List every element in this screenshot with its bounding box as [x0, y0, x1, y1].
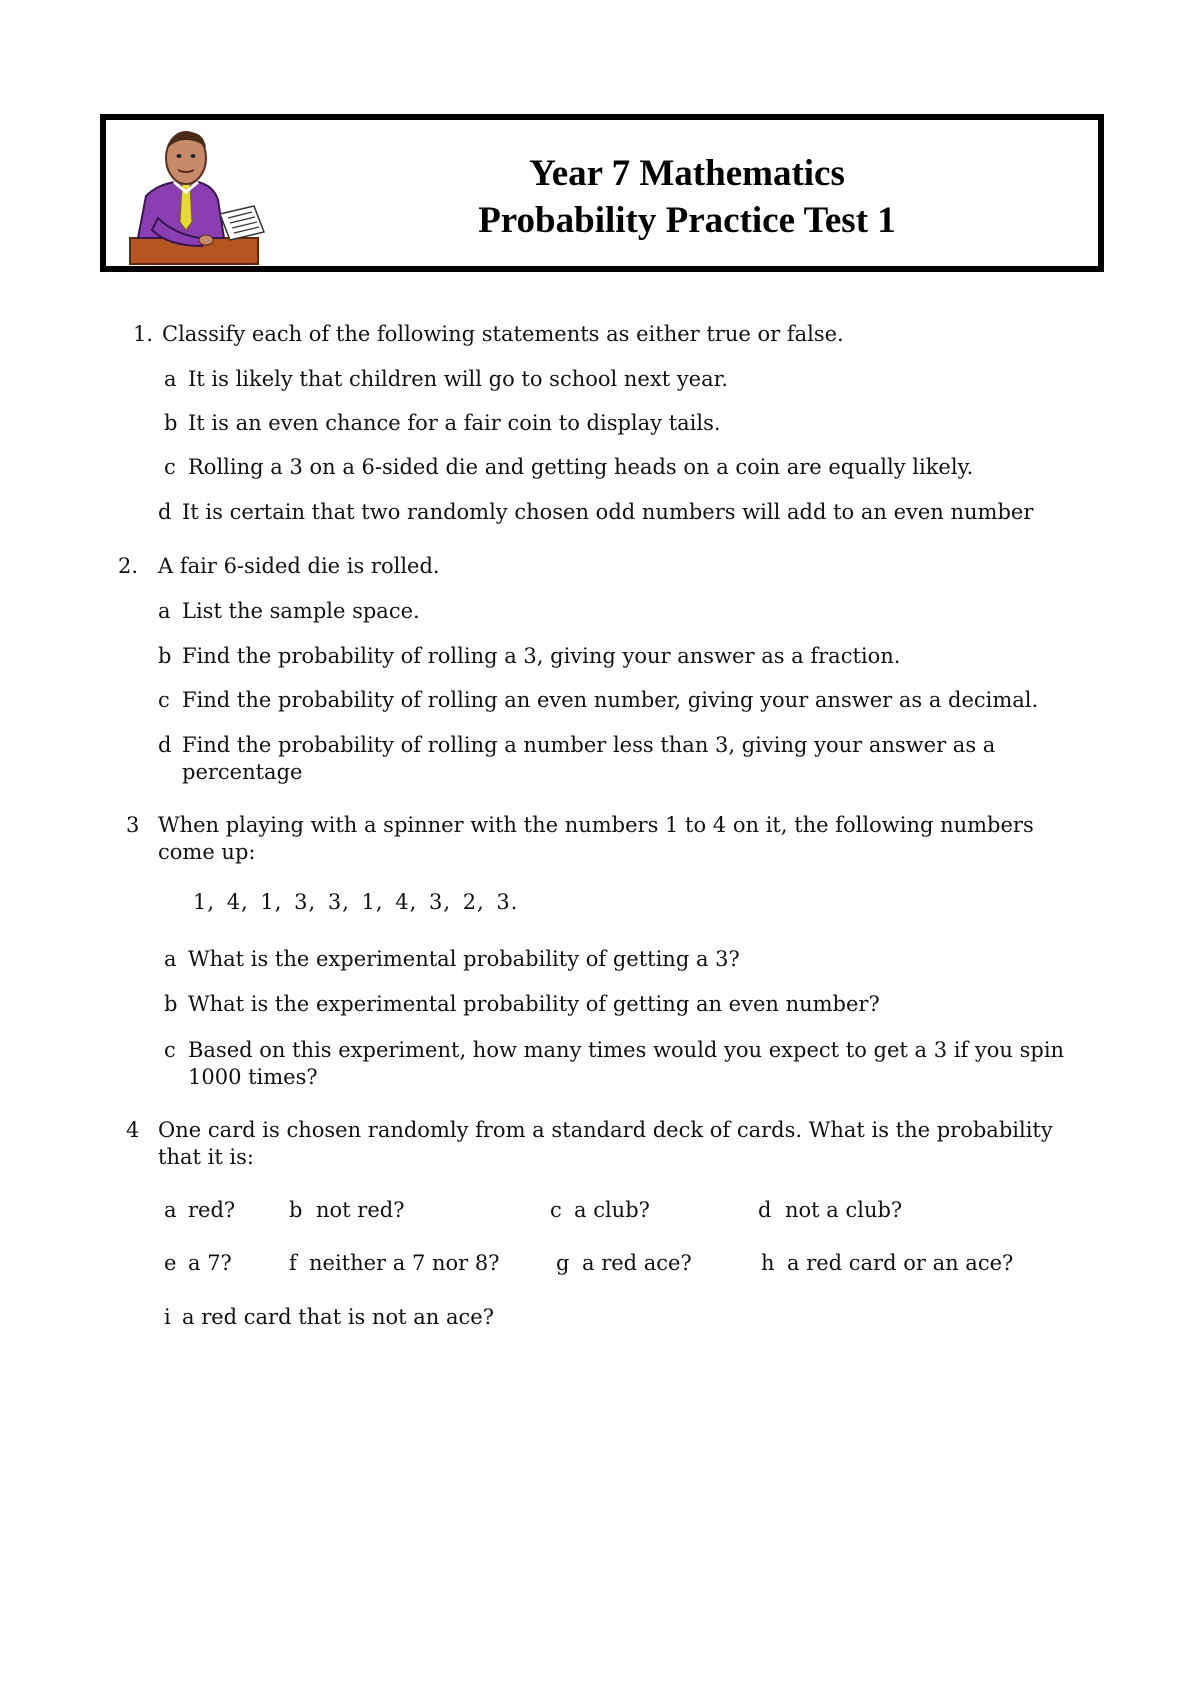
- part-text: not a club?: [785, 1198, 903, 1222]
- part-text: What is the experimental probability of getting a 3?: [188, 947, 740, 971]
- part-text: Find the probability of rolling a 3, giving your answer as a fraction.: [182, 644, 901, 668]
- part-text: It is certain that two randomly chosen odd numbers will add to an even number: [182, 500, 1034, 524]
- question-3-part-c: [164, 1037, 1084, 1091]
- part-label: b: [164, 992, 178, 1016]
- question-4-part-e: [164, 1250, 232, 1277]
- question-4-part-c: [550, 1197, 650, 1224]
- question-4-part-b: [289, 1197, 404, 1224]
- part-label: a: [164, 367, 177, 391]
- question-number: 2.: [118, 554, 139, 578]
- part-text: Find the probability of rolling an even number, giving your answer as a decimal.: [182, 688, 1039, 712]
- spinner-results: 1, 4, 1, 3, 3, 1, 4, 3, 2, 3.: [193, 890, 519, 914]
- part-label: d: [758, 1198, 772, 1222]
- part-label: b: [164, 411, 178, 435]
- part-label: b: [158, 644, 172, 668]
- part-text: a club?: [574, 1198, 650, 1222]
- question-3-part-b: [164, 991, 880, 1018]
- part-label: d: [158, 500, 172, 524]
- part-label: b: [289, 1198, 303, 1222]
- question-number: 1.: [133, 322, 154, 346]
- part-text: a 7?: [188, 1251, 232, 1275]
- part-text: It is an even chance for a fair coin to display tails.: [188, 411, 721, 435]
- part-text: red?: [188, 1198, 236, 1222]
- question-2-part-c: [158, 687, 1098, 714]
- question-4-part-i: [164, 1304, 494, 1331]
- part-label: e: [164, 1251, 177, 1275]
- part-text: a red card or an ace?: [787, 1251, 1014, 1275]
- question-1-part-a: [164, 366, 728, 393]
- part-label: g: [556, 1251, 570, 1275]
- title-line-2: Probability Practice Test 1: [478, 200, 896, 241]
- header-box: [100, 114, 1104, 272]
- part-label: c: [158, 688, 170, 712]
- part-label: f: [289, 1251, 297, 1275]
- question-2-part-b: [158, 643, 900, 670]
- page-title: [276, 150, 1098, 244]
- part-label: d: [158, 733, 172, 757]
- question-2-part-d: [158, 732, 1018, 786]
- part-text: It is likely that children will go to school next year.: [188, 367, 729, 391]
- part-text: Based on this experiment, how many times would you expect to get a 3 if you spin 1000 times?: [188, 1038, 1065, 1089]
- question-4-part-h: [761, 1250, 1013, 1277]
- part-label: a: [158, 599, 171, 623]
- question-4-part-d: [758, 1197, 902, 1224]
- question-2: [118, 553, 1078, 580]
- part-text: What is the experimental probability of getting an even number?: [188, 992, 880, 1016]
- part-label: a: [164, 947, 177, 971]
- question-number: 4: [126, 1118, 140, 1142]
- question-4-part-f: [289, 1250, 500, 1277]
- part-text: not red?: [316, 1198, 405, 1222]
- question-3: [126, 812, 1076, 866]
- part-text: Rolling a 3 on a 6-sided die and getting heads on a coin are equally likely.: [188, 455, 974, 479]
- part-label: a: [164, 1198, 177, 1222]
- part-text: Find the probability of rolling a number less than 3, giving your answer as a percentage: [182, 733, 996, 784]
- part-label: i: [164, 1305, 171, 1329]
- part-text: a red ace?: [582, 1251, 692, 1275]
- question-1: [133, 321, 1083, 348]
- part-label: c: [164, 455, 176, 479]
- question-number: 3: [126, 813, 140, 837]
- teacher-clipart-icon: [128, 126, 273, 266]
- question-1-part-d: [158, 499, 1098, 526]
- question-4-part-a: [164, 1197, 235, 1224]
- question-3-part-a: [164, 946, 740, 973]
- question-4-part-g: [556, 1250, 692, 1277]
- part-label: h: [761, 1251, 775, 1275]
- question-1-part-c: [164, 454, 973, 481]
- question-4: [126, 1117, 1086, 1171]
- title-line-1: Year 7 Mathematics: [529, 153, 845, 194]
- question-text: One card is chosen randomly from a standard deck of cards. What is the probability that it is:: [158, 1118, 1053, 1169]
- part-text: neither a 7 nor 8?: [309, 1251, 500, 1275]
- part-text: List the sample space.: [182, 599, 420, 623]
- question-text: Classify each of the following statements as either true or false.: [162, 322, 844, 346]
- question-1-part-b: [164, 410, 721, 437]
- part-text: a red card that is not an ace?: [182, 1305, 494, 1329]
- question-text: When playing with a spinner with the numbers 1 to 4 on it, the following numbers come up:: [158, 813, 1034, 864]
- question-text: A fair 6-sided die is rolled.: [158, 554, 440, 578]
- question-2-part-a: [158, 598, 420, 625]
- part-label: c: [164, 1038, 176, 1062]
- part-label: c: [550, 1198, 562, 1222]
